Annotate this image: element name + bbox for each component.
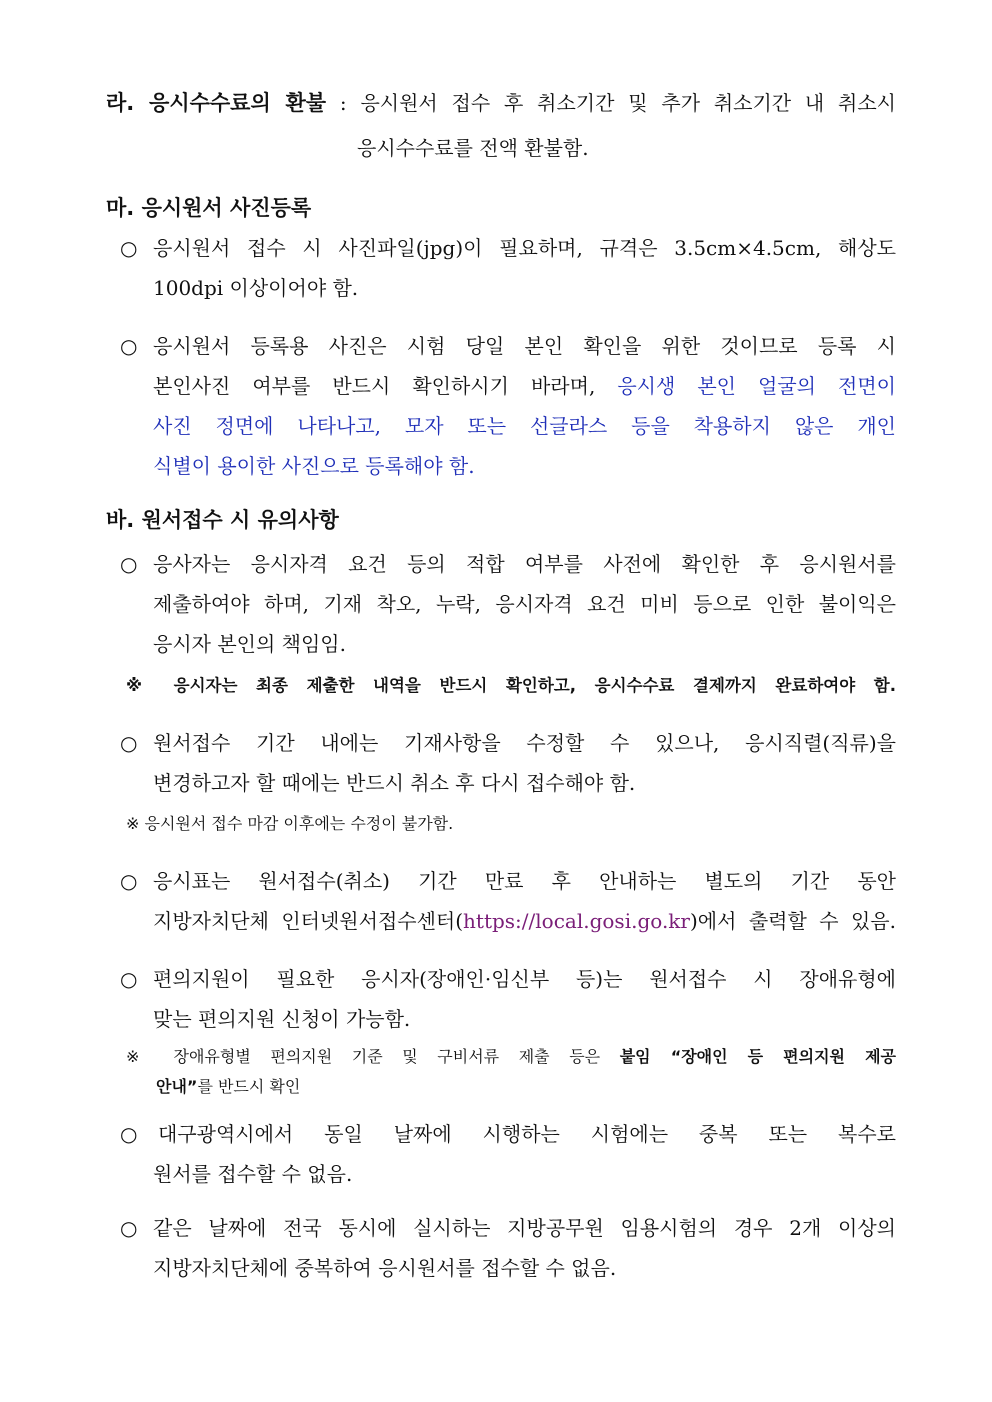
notes-bullet-3-line1: 응시표는 원서접수(취소) 기간 만료 후 안내하는 별도의 기간 동안 <box>153 869 896 893</box>
application-center-link[interactable]: https://local.gosi.go.kr <box>463 909 690 933</box>
note-mark-icon: ※ <box>126 1047 154 1066</box>
photo-section-heading: 마. 응시원서 사진등록 <box>106 196 312 220</box>
notes-bullet-2-line2: 변경하고자 할 때에는 반드시 취소 후 다시 접수해야 함. <box>153 771 636 795</box>
notes-bullet-6 <box>120 1208 896 1288</box>
note-no-edit-after-deadline: ※ 응시원서 접수 마감 이후에는 수정이 불가함. <box>126 814 454 833</box>
notes-bullet-6-line2: 지방자치단체에 중복하여 응시원서를 접수할 수 없음. <box>153 1256 617 1280</box>
refund-text-line1: 응시원서 접수 후 취소기간 및 추가 취소기간 내 취소시 <box>360 91 897 115</box>
notes-bullet-3-line2: 지방자치단체 인터넷원서접수센터(https://local.gosi.go.kr)에서 출력할 수 있음. <box>153 909 896 933</box>
notes-bullet-1-line2: 제출하여야 하며, 기재 착오, 누락, 응시자격 요건 미비 등으로 인한 불이익은 <box>153 592 896 616</box>
photo-bullet-1-line2: 100dpi 이상이어야 함. <box>153 276 359 300</box>
bullet-icon: ○ <box>120 967 138 991</box>
note-mark-icon: ※ <box>126 814 140 833</box>
photo-bullet-1 <box>120 228 896 308</box>
photo-bullet-1-line1: 응시원서 접수 시 사진파일(jpg)이 필요하며, 규격은 3.5cm×4.5cm, 해상도 <box>153 236 896 260</box>
notes-bullet-2-line1: 원서접수 기간 내에는 기재사항을 수정할 수 있으나, 응시직렬(직류)을 <box>153 731 896 755</box>
bullet-icon: ○ <box>120 236 138 260</box>
note-accommodation-guide: ※ 장애유형별 편의지원 기준 및 구비서류 제출 등은 붙임 “장애인 등 편의지원 제공 안내”를 반드시 확인 <box>126 1047 896 1096</box>
bullet-icon: ○ <box>120 334 138 358</box>
application-notes-heading: 바. 원서접수 시 유의사항 <box>106 508 339 532</box>
photo-bullet-2-line2: 본인사진 여부를 반드시 확인하시기 바라며, 응시생 본인 얼굴의 전면이 <box>153 374 896 398</box>
notes-bullet-5-line2: 원서를 접수할 수 없음. <box>153 1162 353 1186</box>
notes-bullet-5-line1: 대구광역시에서 동일 날짜에 시행하는 시험에는 중복 또는 복수로 <box>158 1122 896 1146</box>
notes-bullet-2 <box>120 723 896 803</box>
bullet-icon: ○ <box>120 1216 138 1240</box>
notes-bullet-1 <box>120 544 896 664</box>
notes-bullet-4 <box>120 959 896 1039</box>
notes-bullet-5 <box>120 1114 896 1194</box>
notes-bullet-1-line3: 응시자 본인의 책임임. <box>153 632 346 656</box>
refund-heading: 라. 응시수수료의 환불 <box>106 91 327 115</box>
bullet-icon: ○ <box>120 1122 138 1146</box>
refund-section <box>106 83 896 123</box>
photo-bullet-2-line4: 식별이 용이한 사진으로 등록해야 함. <box>153 454 475 478</box>
note-confirm-submission: ※ 응시자는 최종 제출한 내역을 반드시 확인하고, 응시수수료 결제까지 완료하여야 함. <box>126 676 896 695</box>
refund-separator: : <box>326 91 361 115</box>
bullet-icon: ○ <box>120 869 138 893</box>
note-mark-icon: ※ <box>126 676 155 695</box>
photo-requirement-highlight: 응시생 본인 얼굴의 전면이 <box>617 374 896 398</box>
notes-bullet-6-line1: 같은 날짜에 전국 동시에 실시하는 지방공무원 임용시험의 경우 2개 이상의 <box>153 1216 896 1240</box>
photo-bullet-2 <box>120 326 896 486</box>
bullet-icon: ○ <box>120 552 138 576</box>
notes-bullet-1-line1: 응사자는 응시자격 요건 등의 적합 여부를 사전에 확인한 후 응시원서를 <box>153 552 896 576</box>
notes-bullet-4-line1: 편의지원이 필요한 응시자(장애인·임신부 등)는 원서접수 시 장애유형에 <box>153 967 896 991</box>
notes-bullet-4-line2: 맞는 편의지원 신청이 가능함. <box>153 1007 411 1031</box>
notes-bullet-3 <box>120 861 896 941</box>
photo-bullet-2-line3: 사진 정면에 나타나고, 모자 또는 선글라스 등을 착용하지 않은 개인 <box>153 414 896 438</box>
refund-text-line2: 응시수수료를 전액 환불함. <box>357 136 589 160</box>
accommodation-guide-reference: 붙임 “장애인 등 편의지원 제공 <box>619 1047 896 1066</box>
bullet-icon: ○ <box>120 731 138 755</box>
photo-bullet-2-line1: 응시원서 등록용 사진은 시험 당일 본인 확인을 위한 것이므로 등록 시 <box>153 334 896 358</box>
